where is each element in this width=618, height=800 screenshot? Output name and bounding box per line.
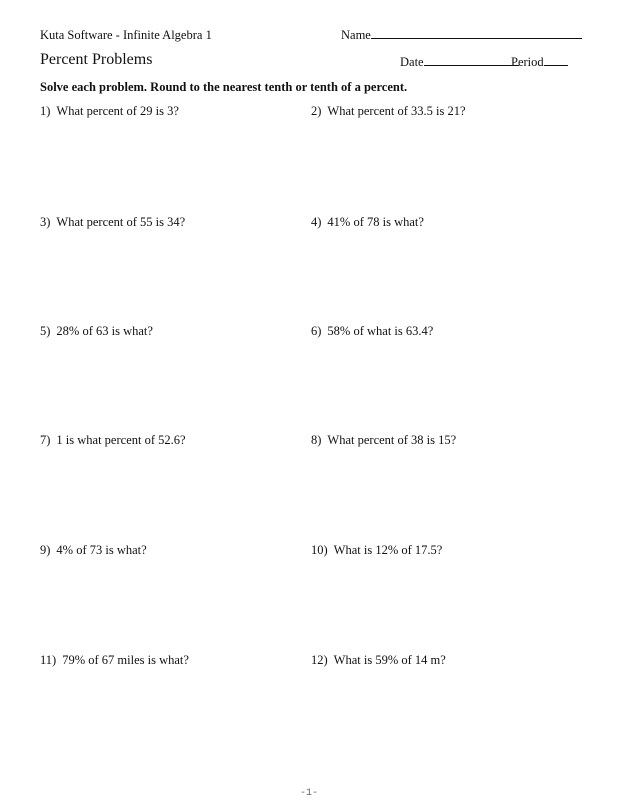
page-number: -1- <box>300 788 319 799</box>
problem-text: 58% of what is 63.4? <box>327 324 434 338</box>
name-field[interactable] <box>341 28 582 43</box>
period-blank[interactable] <box>544 55 568 66</box>
problem-number: 11) <box>40 653 57 667</box>
problem-text: 1 is what percent of 52.6? <box>56 433 186 447</box>
problem-item <box>40 433 186 448</box>
problem-number: 9) <box>40 543 51 557</box>
problem-item <box>311 653 446 668</box>
problem-text: 41% of 78 is what? <box>327 215 424 229</box>
name-label: Name <box>341 28 371 42</box>
problem-number: 10) <box>311 543 328 557</box>
problem-text: What is 12% of 17.5? <box>333 543 443 557</box>
problem-text: What percent of 29 is 3? <box>56 104 179 118</box>
problem-number: 12) <box>311 653 328 667</box>
problem-number: 2) <box>311 104 322 118</box>
page-title: Percent Problems <box>40 51 153 68</box>
problem-item <box>311 215 424 230</box>
problem-item <box>40 653 189 668</box>
problem-item <box>40 324 153 339</box>
problem-text: 79% of 67 miles is what? <box>62 653 189 667</box>
problem-item <box>40 215 185 230</box>
problem-number: 6) <box>311 324 322 338</box>
name-blank[interactable] <box>371 28 582 39</box>
problem-item <box>311 324 433 339</box>
instructions: Solve each problem. Round to the nearest tenth or tenth of a percent. <box>40 80 408 94</box>
problem-number: 8) <box>311 433 322 447</box>
date-field[interactable] <box>400 55 519 70</box>
problem-text: 4% of 73 is what? <box>56 543 147 557</box>
period-label: Period <box>511 55 544 69</box>
problem-number: 5) <box>40 324 51 338</box>
problem-text: 28% of 63 is what? <box>56 324 153 338</box>
problem-number: 1) <box>40 104 51 118</box>
software-label: Kuta Software - Infinite Algebra 1 <box>40 28 212 42</box>
problem-number: 4) <box>311 215 322 229</box>
problem-item <box>40 543 147 558</box>
date-label: Date <box>400 55 424 69</box>
problem-item <box>311 543 442 558</box>
problem-item <box>40 104 179 119</box>
problem-text: What percent of 33.5 is 21? <box>327 104 466 118</box>
problem-text: What percent of 38 is 15? <box>327 433 457 447</box>
problem-number: 7) <box>40 433 51 447</box>
problem-text: What percent of 55 is 34? <box>56 215 186 229</box>
problem-item <box>311 433 456 448</box>
period-field[interactable] <box>511 55 568 70</box>
problem-text: What is 59% of 14 m? <box>333 653 446 667</box>
problem-item <box>311 104 466 119</box>
date-blank[interactable] <box>424 55 519 66</box>
problem-number: 3) <box>40 215 51 229</box>
